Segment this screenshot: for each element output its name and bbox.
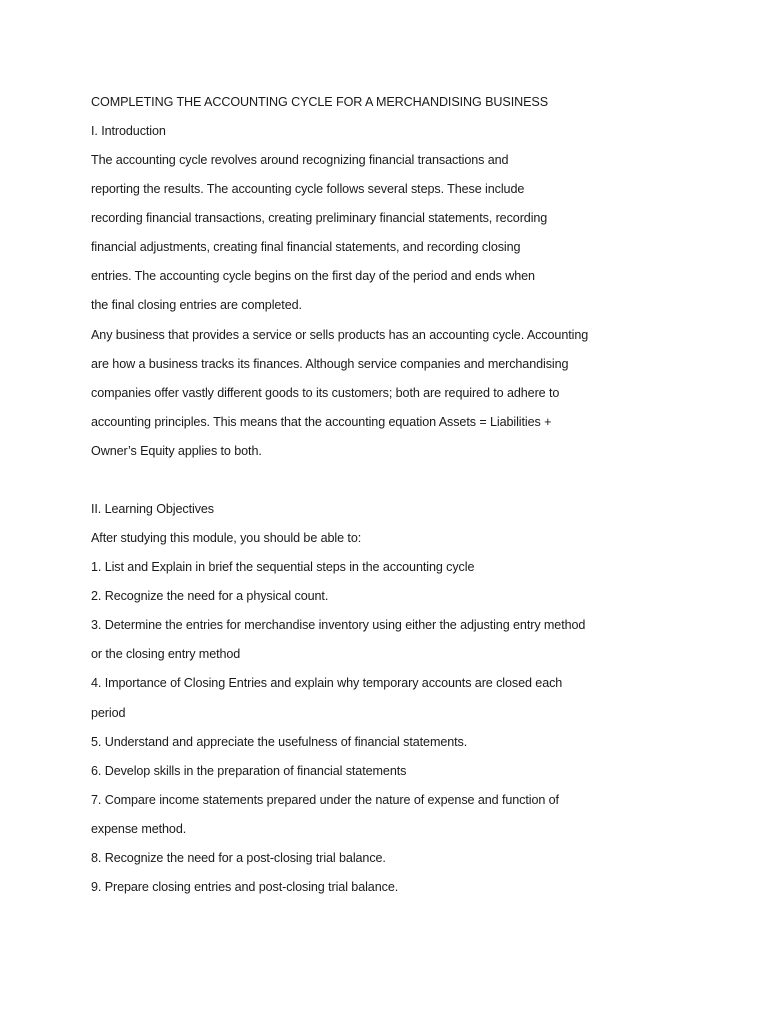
introduction-paragraph-1-line: the final closing entries are completed. <box>91 298 302 312</box>
objective-line: 6. Develop skills in the preparation of financial statements <box>91 764 407 778</box>
objective-line: 4. Importance of Closing Entries and explain why temporary accounts are closed each <box>91 676 563 690</box>
objective-line: 3. Determine the entries for merchandise inventory using either the adjusting entry method <box>91 618 586 632</box>
introduction-paragraph-2-line: Any business that provides a service or sells products has an accounting cycle. Accounting <box>91 328 589 342</box>
introduction-paragraph-1-line: recording financial transactions, creating preliminary financial statements, recording <box>91 211 548 225</box>
introduction-heading: I. Introduction <box>91 124 166 138</box>
objective-line: 1. List and Explain in brief the sequential steps in the accounting cycle <box>91 560 475 574</box>
objective-line: 2. Recognize the need for a physical count. <box>91 589 329 603</box>
objective-line: period <box>91 706 126 720</box>
learning-objectives-intro: After studying this module, you should be able to: <box>91 531 362 545</box>
introduction-paragraph-1-line: reporting the results. The accounting cycle follows several steps. These include <box>91 182 525 196</box>
objective-line: 9. Prepare closing entries and post-closing trial balance. <box>91 880 399 894</box>
introduction-paragraph-2-line: are how a business tracks its finances. Although service companies and merchandising <box>91 357 569 371</box>
objective-line: or the closing entry method <box>91 647 241 661</box>
objective-line: 8. Recognize the need for a post-closing trial balance. <box>91 851 386 865</box>
introduction-paragraph-2-line: Owner’s Equity applies to both. <box>91 444 262 458</box>
objective-line: 5. Understand and appreciate the usefulness of financial statements. <box>91 735 468 749</box>
introduction-paragraph-1-line: entries. The accounting cycle begins on the first day of the period and ends when <box>91 269 535 283</box>
introduction-paragraph-2-line: companies offer vastly different goods to its customers; both are required to adhere to <box>91 386 560 400</box>
introduction-paragraph-2-line: accounting principles. This means that the accounting equation Assets = Liabilities + <box>91 415 552 429</box>
document-title: COMPLETING THE ACCOUNTING CYCLE FOR A MERCHANDISING BUSINESS <box>91 95 549 109</box>
introduction-paragraph-1-line: The accounting cycle revolves around recognizing financial transactions and <box>91 153 509 167</box>
introduction-paragraph-1-line: financial adjustments, creating final financial statements, and recording closing <box>91 240 521 254</box>
objective-line: expense method. <box>91 822 187 836</box>
learning-objectives-heading: II. Learning Objectives <box>91 502 215 516</box>
objective-line: 7. Compare income statements prepared under the nature of expense and function of <box>91 793 559 807</box>
